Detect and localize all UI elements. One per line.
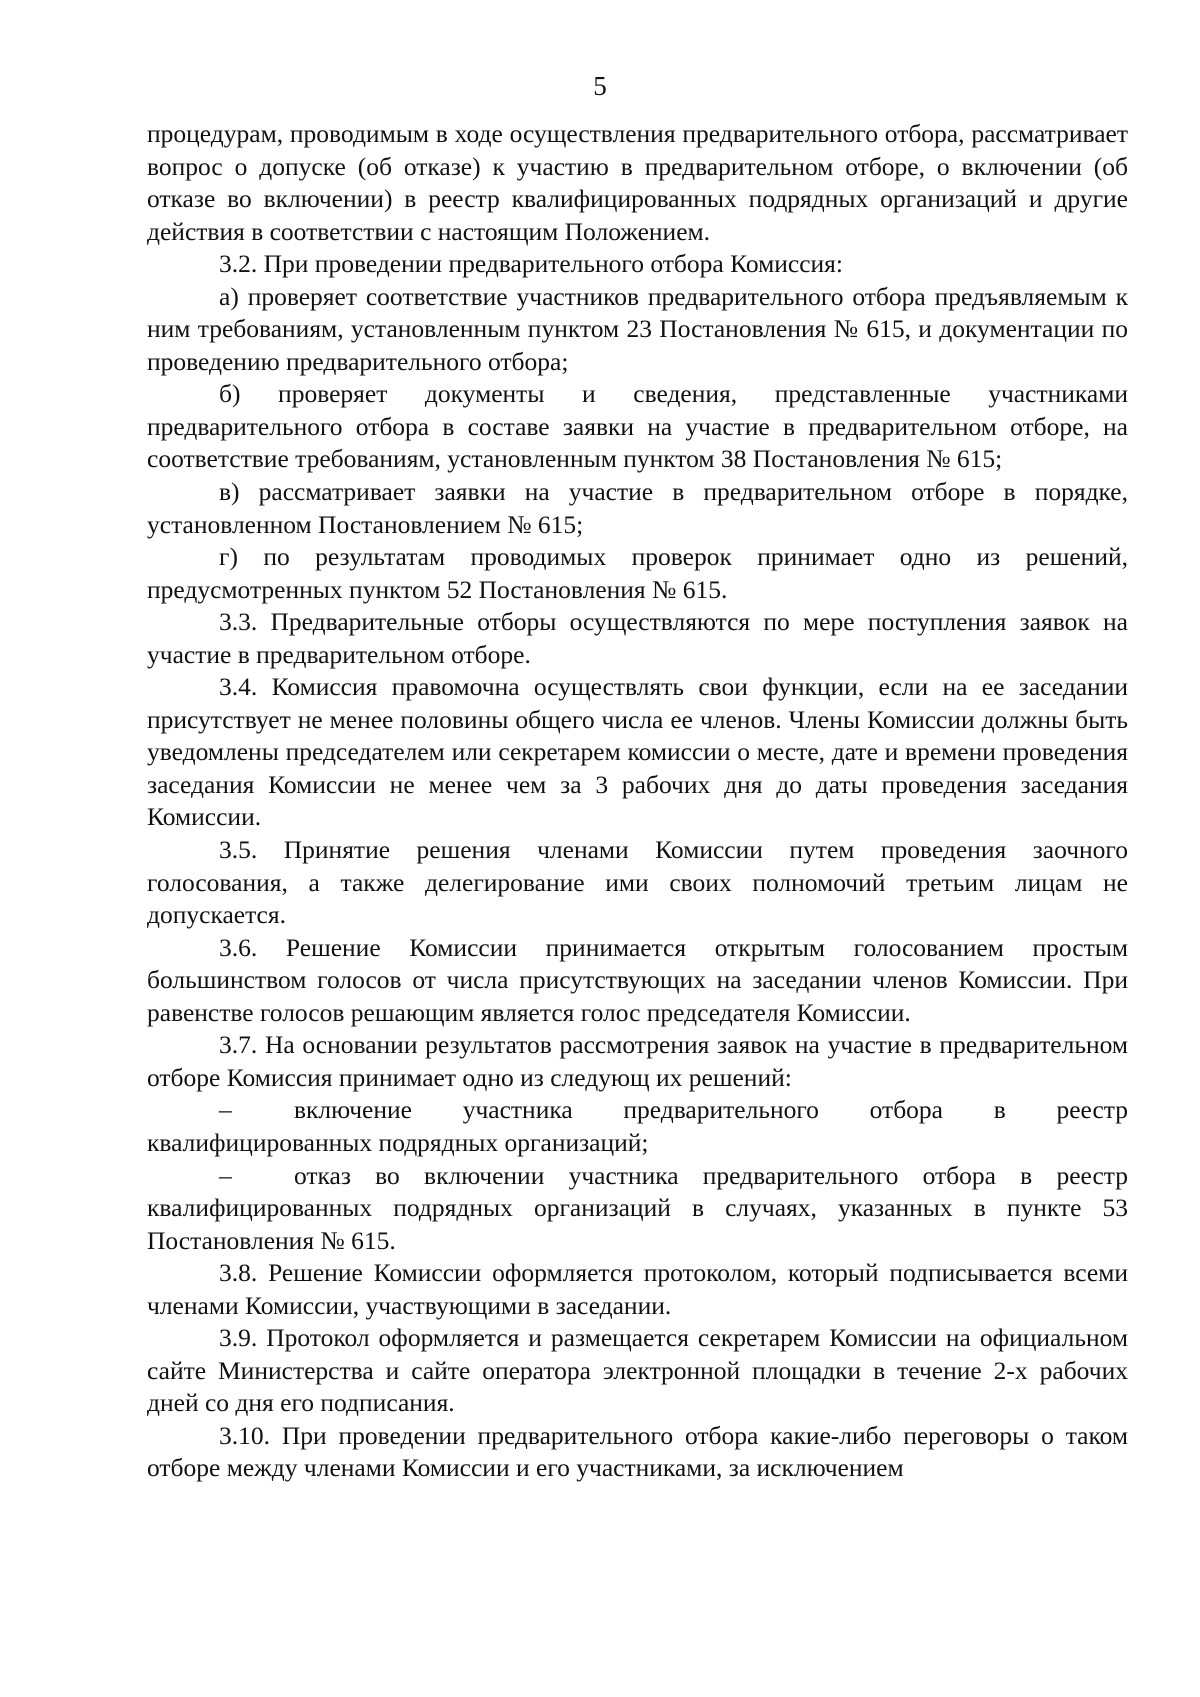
dash-item-refusal — [147, 1160, 1128, 1258]
paragraph-3-6: 3.6. Решение Комиссии принимается открытым голосованием простым большинством голосов от числа присутствующих на заседании членов Комиссии. При равенстве голосов решающим является голос председателя Комиссии. — [147, 932, 1128, 1027]
dash-mark: – — [219, 1160, 232, 1190]
paragraph-3-2-a: а) проверяет соответствие участников предварительного отбора предъявляемым к ним требованиям, установленным пунктом 23 Постановления № 615, и документации по проведению предварительного отбора; — [147, 281, 1128, 376]
paragraph-3-9: 3.9. Протокол оформляется и размещается секретарем Комиссии на официальном сайте Министерства и сайте оператора электронной площадки в течение 2-х рабочих дней со дня его подписания. — [147, 1323, 1128, 1418]
paragraph-3-2-b: б) проверяет документы и сведения, представленные участниками предварительного отбора в составе заявки на участие в предварительном отборе, на соответствие требованиям, установленным пунктом 38 Постановления № 615; — [147, 379, 1128, 474]
paragraph-continuation: процедурам, проводимым в ходе осуществления предварительного отбора, рассматривает вопрос о допуске (об отказе) к участию в предварительном отборе, о включении (об отказе во включении) в реестр квалифицированных подрядных организаций и другие действия в соответствии с настоящим Положением. — [147, 119, 1128, 246]
dash-item-inclusion — [147, 1094, 1128, 1159]
paragraph-3-3: 3.3. Предварительные отборы осуществляются по мере поступления заявок на участие в предварительном отборе. — [147, 607, 1128, 669]
paragraph-3-2-g: г) по результатам проводимых проверок принимает одно из решений, предусмотренных пунктом 52 Постановления № 615. — [147, 542, 1128, 604]
document-body — [147, 118, 1128, 1485]
paragraph-3-10: 3.10. При проведении предварительного отбора какие-либо переговоры о таком отборе между членами Комиссии и его участниками, за исключением — [147, 1420, 1128, 1483]
dash-item-text: отказ во включении участника предварительного отбора в реестр квалифицированных подрядных организаций в случаях, указанных в пункте 53 Постановления № 615. — [147, 1160, 1128, 1255]
paragraph-3-5: 3.5. Принятие решения членами Комиссии путем проведения заочного голосования, а также делегирование ими своих полномочий третьим лицам не допускается. — [147, 835, 1128, 930]
paragraph-3-8: 3.8. Решение Комиссии оформляется протоколом, который подписывается всеми членами Комиссии, участвующими в заседании. — [147, 1258, 1128, 1320]
dash-item-text: включение участника предварительного отбора в реестр квалифицированных подрядных организаций; — [147, 1095, 1128, 1157]
paragraph-3-2-v: в) рассматривает заявки на участие в предварительном отборе в порядке, установленном Постановлением № 615; — [147, 477, 1128, 539]
paragraph-3-2: 3.2. При проведении предварительного отбора Комиссия: — [219, 249, 843, 279]
paragraph-3-4: 3.4. Комиссия правомочна осуществлять свои функции, если на ее заседании присутствует не менее половины общего числа ее членов. Члены Комиссии должны быть уведомлены председателем или секретарем комиссии о месте, дате и времени проведения заседания Комиссии не менее чем за 3 рабочих дня до даты проведения заседания Комиссии. — [147, 672, 1128, 832]
paragraph-3-7: 3.7. На основании результатов рассмотрения заявок на участие в предварительном отборе Комиссия принимает одно из следующ их решений: — [147, 1030, 1128, 1092]
dash-mark: – — [219, 1095, 232, 1125]
page-number: 5 — [593, 71, 607, 101]
